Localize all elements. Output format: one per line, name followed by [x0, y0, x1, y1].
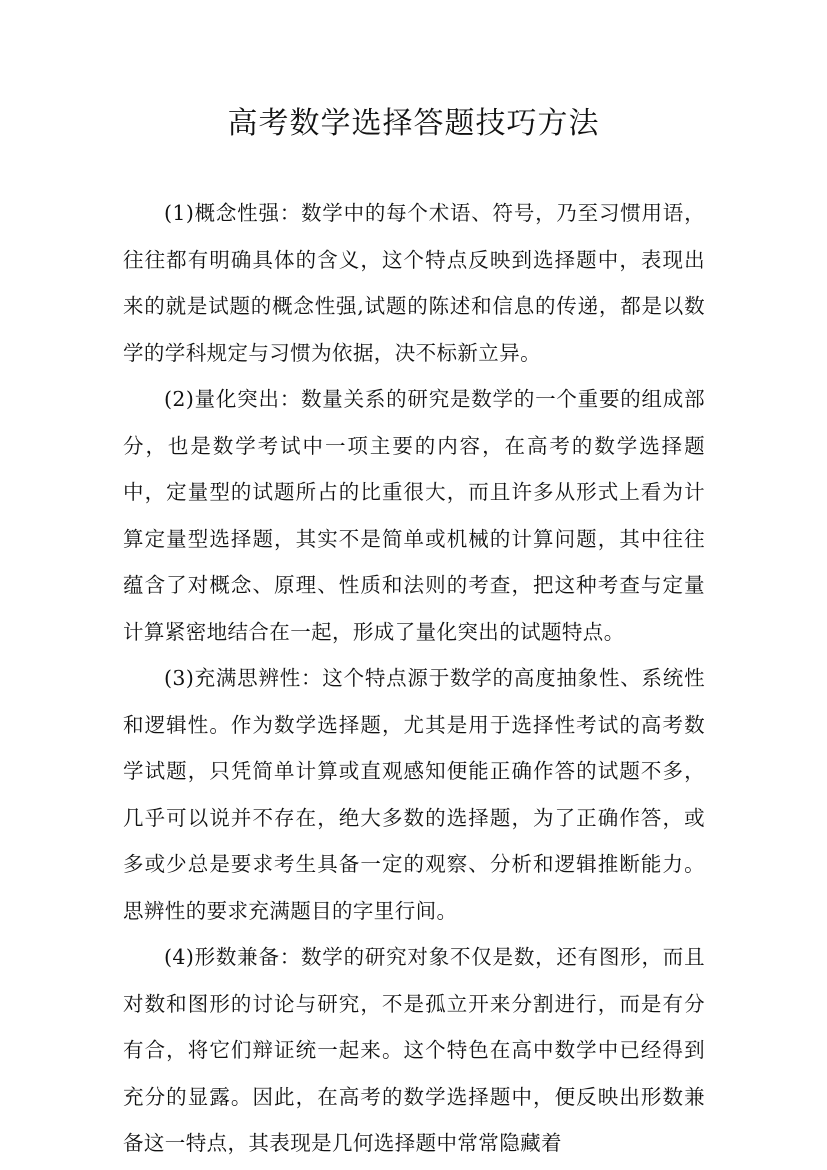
document-body	[123, 190, 705, 1167]
paragraph-1: (1)概念性强：数学中的每个术语、符号，乃至习惯用语，往往都有明确具体的含义，这个特点反映到选择题中，表现出来的就是试题的概念性强,试题的陈述和信息的传递，都是以数学的学科规定与习惯为依据，决不标新立异。	[123, 201, 705, 365]
paragraph-3: (3)充满思辨性：这个特点源于数学的高度抽象性、系统性和逻辑性。作为数学选择题，尤其是用于选择性考试的高考数学试题，只凭简单计算或直观感知便能正确作答的试题不多，几乎可以说并不存在，绝大多数的选择题，为了正确作答，或多或少总是要求考生具备一定的观察、分析和逻辑推断能力。思辨性的要求充满题目的字里行间。	[123, 666, 705, 923]
paragraph-4: (4)形数兼备：数学的研究对象不仅是数，还有图形，而且对数和图形的讨论与研究，不是孤立开来分割进行，而是有分有合，将它们辩证统一起来。这个特色在高中数学中已经得到充分的显露。因此，在高考的数学选择题中，便反映出形数兼备这一特点，其表现是几何选择题中常常隐藏着	[123, 945, 705, 1155]
document-title: 高考数学选择答题技巧方法	[227, 106, 600, 141]
paragraph-2: (2)量化突出：数量关系的研究是数学的一个重要的组成部分，也是数学考试中一项主要的内容，在高考的数学选择题中，定量型的试题所占的比重很大，而且许多从形式上看为计算定量型选择题，其实不是简单或机械的计算问题，其中往往蕴含了对概念、原理、性质和法则的考查，把这种考查与定量计算紧密地结合在一起，形成了量化突出的试题特点。	[123, 387, 705, 644]
